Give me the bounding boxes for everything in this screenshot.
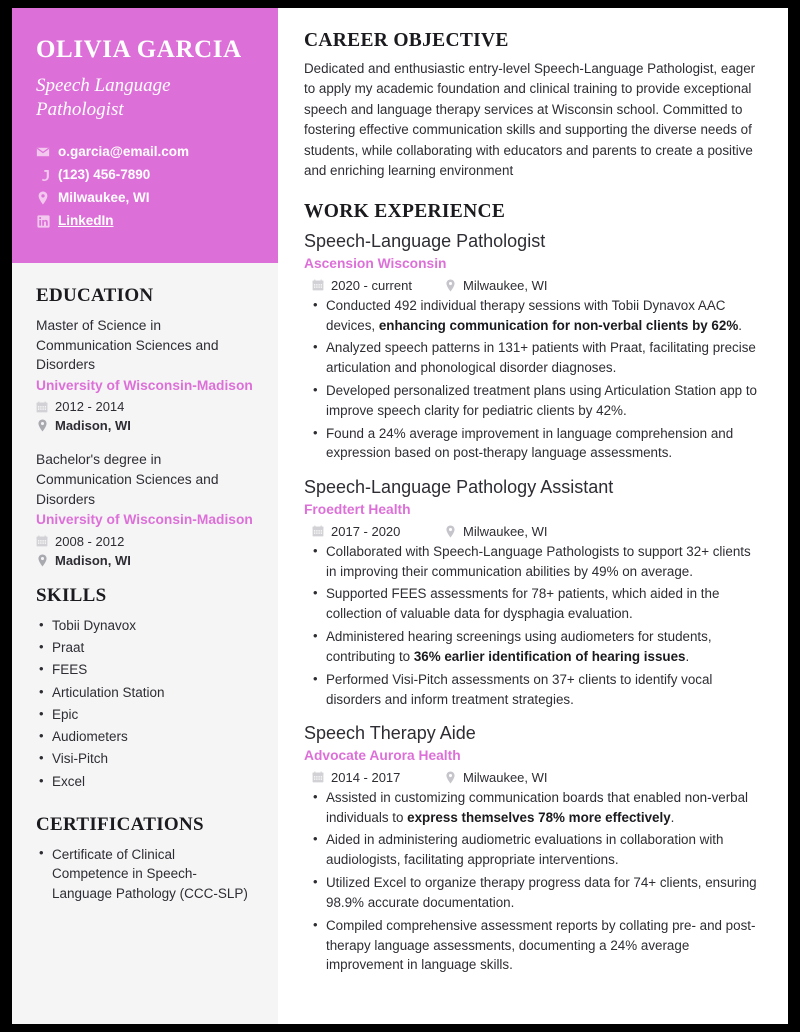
skill-item: • Audiometers — [36, 727, 254, 747]
phone-icon — [36, 168, 50, 182]
skill-item: • Praat — [36, 638, 254, 658]
work-dates-group — [304, 278, 444, 293]
work-bullet: • Performed Visi-Pitch assessments on 37+ clients to identify vocal disorders and inform treatment strategies. — [304, 670, 762, 710]
career-objective-heading: CAREER OBJECTIVE — [304, 30, 509, 51]
education-location-row — [36, 553, 254, 568]
education-dates: 2012 - 2014 — [55, 399, 125, 415]
work-bullet: • Supported FEES assessments for 78+ patients, which aided in the collection of valuable data for dysphagia evaluation. — [304, 584, 762, 624]
education-location: Madison, WI — [55, 552, 131, 568]
certifications-heading: CERTIFICATIONS — [36, 813, 204, 835]
work-meta-row — [304, 278, 762, 293]
career-objective-text: Dedicated and enthusiastic entry-level Speech-Language Pathologist, eager to apply my academic foundation and clinical training to provide exceptional speech and language therapy services at Wisconsin school. Committed to fostering effective communication skills and supporting the diverse needs of students, while collaborating with educators and parents to create a positive and enriching learning environment — [304, 61, 756, 178]
location-pin-icon — [444, 279, 456, 292]
skill-item: • Visi-Pitch — [36, 749, 254, 769]
main-content — [278, 8, 788, 1024]
certification-item: • Certificate of Clinical Competence in Speech-Language Pathology (CCC-SLP) — [36, 845, 254, 904]
work-bullet: • Utilized Excel to organize therapy progress data for 74+ clients, ensuring 98.9% accurate documentation. — [304, 873, 762, 913]
contact-item-location-pin[interactable] — [36, 191, 254, 205]
skill-item: • Articulation Station — [36, 683, 254, 703]
work-bullet: • Assisted in customizing communication boards that enabled non-verbal individuals to express themselves 78% more effectively. — [304, 788, 762, 828]
education-dates: 2008 - 2012 — [55, 533, 125, 549]
education-entry — [36, 316, 254, 433]
linkedin-icon — [36, 214, 50, 228]
work-bullet: • Conducted 492 individual therapy sessions with Tobii Dynavox AAC devices, enhancing communication for non-verbal clients by 62%. — [304, 296, 762, 336]
page-title: OLIVIA GARCIA — [36, 36, 242, 63]
certifications-list — [36, 845, 254, 904]
envelope-icon — [36, 145, 50, 159]
education-location: Madison, WI — [55, 418, 131, 434]
work-company: Advocate Aurora Health — [304, 747, 461, 763]
contact-item-phone[interactable] — [36, 168, 254, 182]
work-experience-entry — [304, 722, 762, 975]
location-pin-icon — [36, 554, 48, 567]
skill-item: • Tobii Dynavox — [36, 616, 254, 636]
work-dates: 2017 - 2020 — [331, 523, 401, 539]
contact-item-linkedin[interactable] — [36, 214, 254, 228]
work-bullet-list — [304, 542, 762, 710]
skill-item: • FEES — [36, 660, 254, 680]
contact-item-envelope[interactable] — [36, 145, 254, 159]
contact-label: o.garcia@email.com — [58, 144, 189, 160]
sidebar-header — [12, 8, 278, 263]
work-job-title: Speech Therapy Aide — [304, 723, 476, 744]
work-location: Milwaukee, WI — [463, 277, 548, 293]
contact-label: Milwaukee, WI — [58, 190, 150, 206]
calendar-icon — [36, 535, 48, 548]
work-location: Milwaukee, WI — [463, 523, 548, 539]
work-dates-group — [304, 770, 444, 785]
work-bullet-list — [304, 296, 762, 464]
work-dates-group — [304, 524, 444, 539]
education-degree: Master of Science in Communication Sciences and Disorders — [36, 318, 219, 373]
contact-list — [36, 145, 254, 228]
work-bullet: • Aided in administering audiometric evaluations in collaboration with audiologists, facilitating appropriate interventions. — [304, 830, 762, 870]
work-bullet: • Collaborated with Speech-Language Pathologists to support 32+ clients in improving their communication abilities by 49% on average. — [304, 542, 762, 582]
skills-section — [36, 585, 254, 792]
education-school: University of Wisconsin-Madison — [36, 377, 253, 393]
work-company: Ascension Wisconsin — [304, 255, 447, 271]
work-bullet-list — [304, 788, 762, 975]
work-location: Milwaukee, WI — [463, 769, 548, 785]
location-pin-icon — [444, 771, 456, 784]
work-dates: 2020 - current — [331, 277, 412, 293]
career-objective-section — [304, 30, 762, 181]
calendar-icon — [312, 771, 324, 784]
education-section — [36, 285, 254, 568]
work-experience-section — [304, 201, 762, 975]
skills-list — [36, 616, 254, 792]
work-bullet: • Developed personalized treatment plans using Articulation Station app to improve speech clarity for pediatric clients by 42%. — [304, 381, 762, 421]
work-bullet: • Found a 24% average improvement in language comprehension and expression based on post-therapy language assessments. — [304, 424, 762, 464]
sidebar — [12, 8, 278, 1024]
education-heading: EDUCATION — [36, 285, 154, 307]
education-school: University of Wisconsin-Madison — [36, 512, 253, 528]
work-location-group — [444, 278, 548, 293]
skills-heading: SKILLS — [36, 584, 107, 606]
work-job-title: Speech-Language Pathology Assistant — [304, 477, 614, 498]
work-meta-row — [304, 770, 762, 785]
headline-job-title: Speech Language Pathologist — [36, 74, 171, 121]
education-entry — [36, 450, 254, 567]
contact-label[interactable]: LinkedIn — [58, 213, 114, 229]
work-dates: 2014 - 2017 — [331, 769, 401, 785]
education-dates-row — [36, 534, 254, 549]
work-bullet: • Analyzed speech patterns in 131+ patients with Praat, facilitating precise articulation and phonological disorder diagnoses. — [304, 338, 762, 378]
contact-label: (123) 456-7890 — [58, 167, 151, 183]
work-job-title: Speech-Language Pathologist — [304, 231, 546, 252]
work-company: Froedtert Health — [304, 501, 411, 517]
work-experience-heading: WORK EXPERIENCE — [304, 201, 506, 223]
work-bullet: • Compiled comprehensive assessment reports by collating pre- and post-therapy language assessments, documenting a 24% average improvement in language skills. — [304, 916, 762, 975]
location-pin-icon — [36, 191, 50, 205]
education-location-row — [36, 418, 254, 433]
sidebar-body — [12, 263, 278, 915]
skill-item: • Epic — [36, 705, 254, 725]
work-location-group — [444, 770, 548, 785]
skill-item: • Excel — [36, 772, 254, 792]
resume-page — [12, 8, 788, 1024]
education-dates-row — [36, 399, 254, 414]
work-experience-entry — [304, 476, 762, 709]
work-location-group — [444, 524, 548, 539]
calendar-icon — [312, 279, 324, 292]
education-degree: Bachelor's degree in Communication Sciences and Disorders — [36, 452, 219, 507]
work-bullet: • Administered hearing screenings using audiometers for students, contributing to 36% earlier identification of hearing issues. — [304, 627, 762, 667]
certifications-section — [36, 814, 254, 904]
work-experience-entry — [304, 230, 762, 463]
calendar-icon — [36, 400, 48, 413]
calendar-icon — [312, 525, 324, 538]
location-pin-icon — [36, 419, 48, 432]
work-meta-row — [304, 524, 762, 539]
location-pin-icon — [444, 525, 456, 538]
